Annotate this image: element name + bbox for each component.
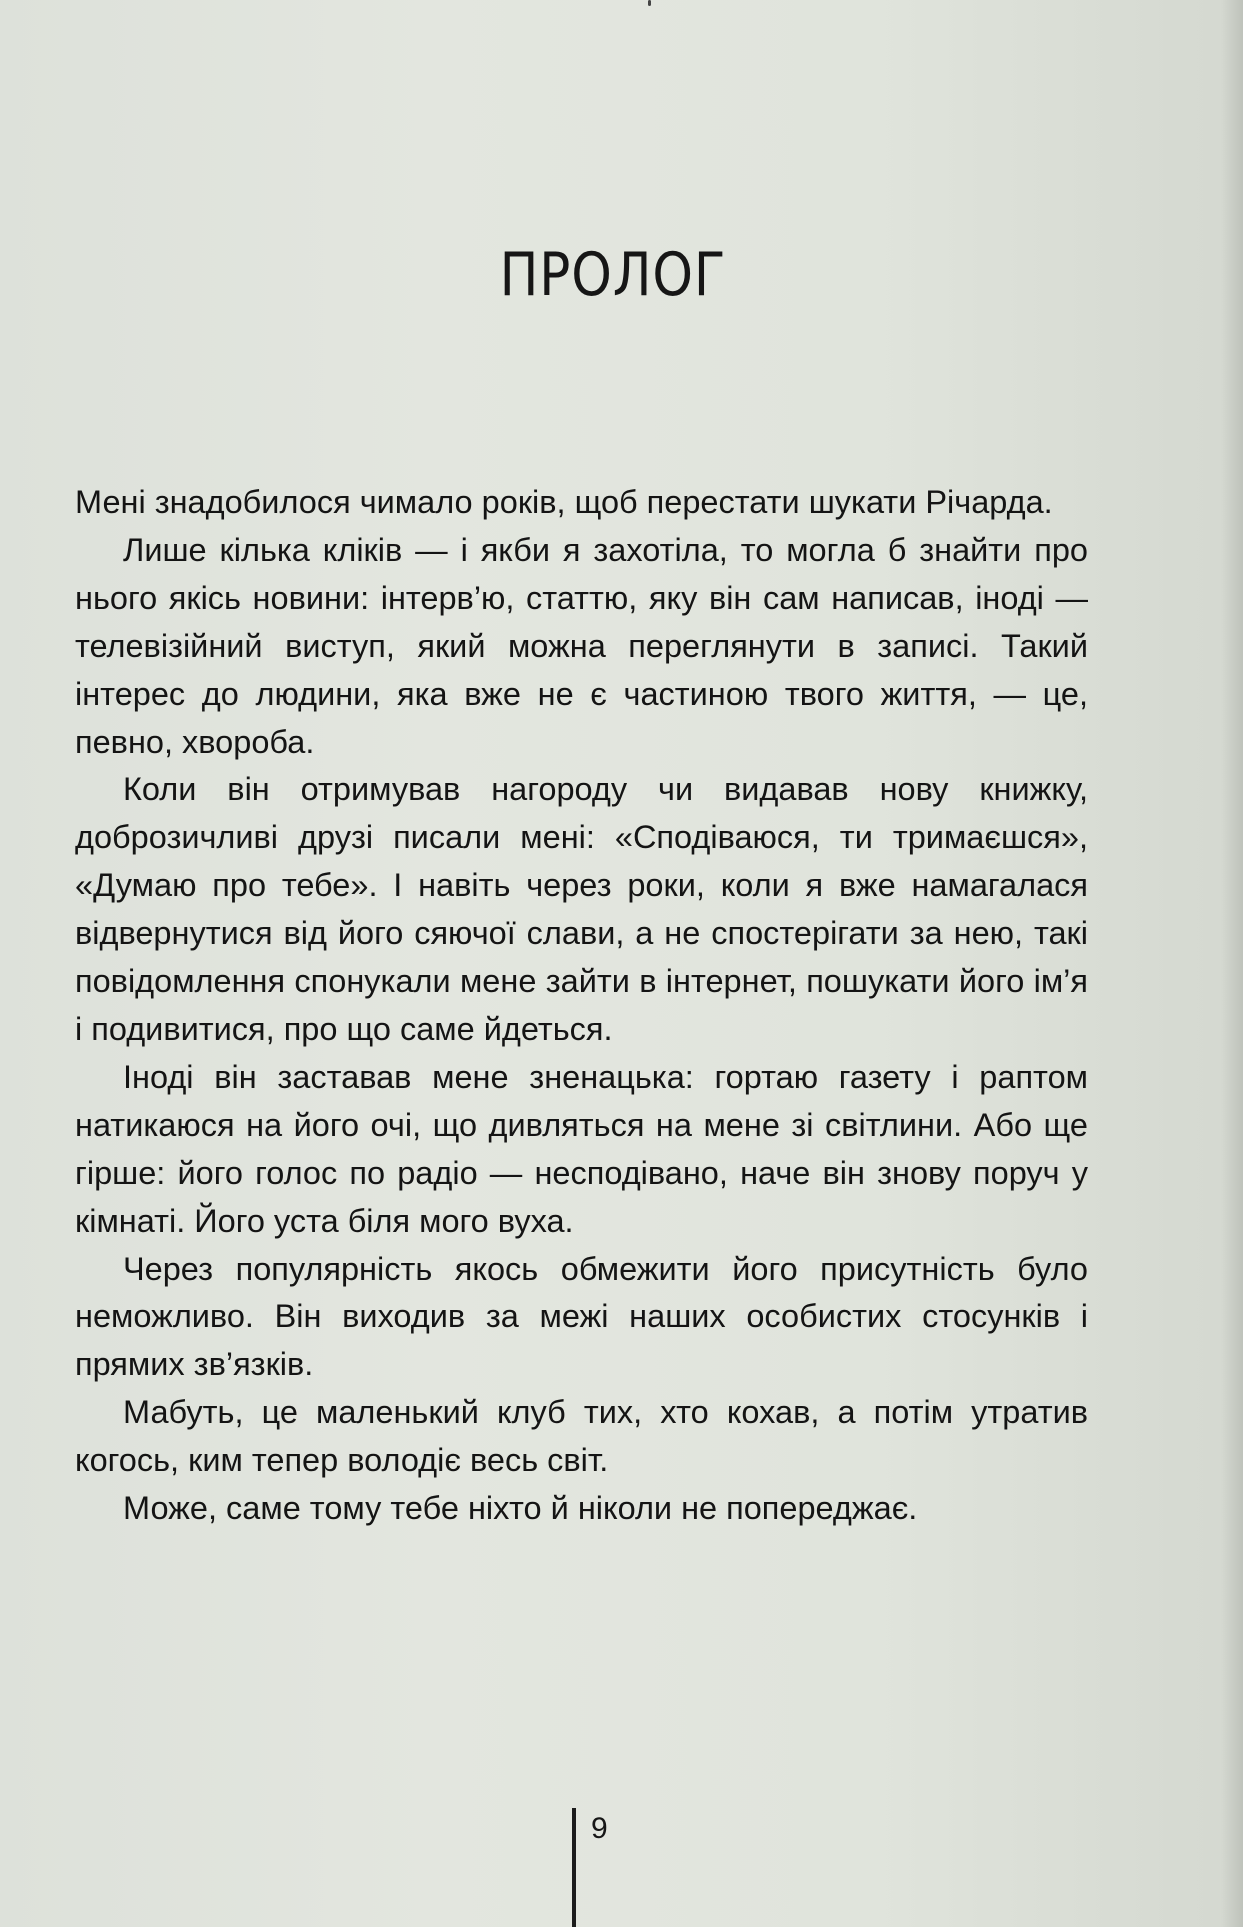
- page-number: 9: [591, 1812, 608, 1845]
- chapter-title: ПРОЛОГ: [499, 240, 727, 310]
- paragraph: Лише кілька кліків — і якби я захотіла, то могла б знайти про нього якісь новини: інтерв’ю, статтю, яку він сам написав, іноді — телевізійний виступ, який можна переглянути в записі. Такий інтерес до людини, яка вже не є частиною твого життя, — це, певно, хвороба.: [75, 531, 1088, 760]
- folio-rule: [572, 1808, 576, 1927]
- paragraph: Через популярність якось обмежити його присутність було неможливо. Він виходив за межі наших особистих стосунків і прямих зв’язків.: [75, 1250, 1088, 1383]
- paragraph: Може, саме тому тебе ніхто й ніколи не попереджає.: [123, 1490, 918, 1527]
- paragraph: Іноді він заставав мене зненацька: гортаю газету і раптом натикаюся на його очі, що дивляться на мене зі світлини. Або ще гірше: його голос по радіо — несподівано, наче він знову поруч у кімнаті. Його уста біля мого вуха.: [75, 1058, 1088, 1239]
- paragraph: Коли він отримував нагороду чи видавав нову книжку, доброзичливі друзі писали мені: «Сподіваюся, ти тримаєшся», «Думаю про тебе». І навіть через роки, коли я вже намагалася відвернутися від його сяючої слави, а не спостерігати за нею, такі повідомлення спонукали мене зайти в інтернет, пошукати його ім’я і подивитися, про що саме йдеться.: [75, 771, 1088, 1047]
- paragraph: Мабуть, це маленький клуб тих, хто кохав, а потім утратив когось, ким тепер володіє весь світ.: [75, 1394, 1088, 1479]
- page-edge-shadow: [1221, 0, 1243, 1927]
- print-speck: [648, 0, 651, 6]
- paragraph: Мені знадобилося чимало років, щоб перестати шукати Річарда.: [75, 484, 1053, 520]
- body-text: [75, 479, 1088, 1533]
